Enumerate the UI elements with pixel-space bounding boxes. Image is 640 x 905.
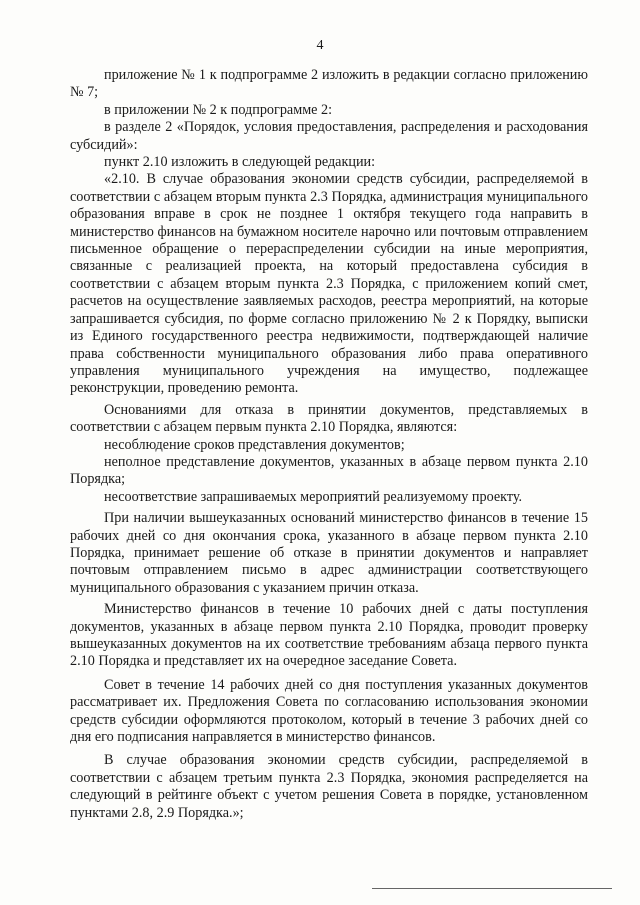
paragraph-ministry-review: Министерство финансов в течение 10 рабочих дней с даты поступления документов, указанных в абзаце первом пункта 2.10 Порядка, проводит проверку вышеуказанных документов на их соответствие требованиям абзаца первого пункта 2.10 Порядка и представляет их на очередное заседание Совета. [70, 601, 588, 670]
paragraph-refusal-decision: При наличии вышеуказанных оснований министерство финансов в течение 15 рабочих дней со дня окончания срока, указанного в абзаце первом пункта 2.10 Порядка, принимает решение об отказе в принятии документов и направляет почтовым отправлением письмо в адрес администрации соответствующего муниципального образования с указанием причин отказа. [70, 510, 588, 596]
paragraph-appendix-1: приложение № 1 к подпрограмме 2 изложить в редакции согласно приложению № 7; [70, 67, 588, 101]
page-number: 4 [316, 38, 324, 53]
paragraph-clause-2-10: «2.10. В случае образования экономии средств субсидии, распределяемой в соответствии с абзацем вторым пункта 2.3 Порядка, администрация муниципального образования вправе в срок не позднее 1 октября текущего года направить в министерство финансов на бумажном носителе нарочно или почтовым отправлением письменное обращение о перераспределении субсидии на иные мероприятия, связанные с реализацией проекта, на который предоставлена субсидия в соответствии с абзацем вторым пункта 2.3 Порядка, с приложением копий смет, расчетов на осуществление заявляемых расходов, реестра мероприятий, на которые запрашивается субсидия, по форме согласно приложению № 2 к Порядку, выписки из Единого государственного реестра недвижимости, подтверждающей наличие права собственности муниципального образования либо права оперативного управления муниципального учреждения на имущество, подлежащее реконструкции, проведению ремонта. [70, 171, 588, 397]
paragraph-clause-intro: пункт 2.10 изложить в следующей редакции: [104, 154, 376, 171]
paragraph-appendix-2: в приложении № 2 к подпрограмме 2: [104, 101, 333, 118]
paragraph-refusal-grounds: Основаниями для отказа в принятии документов, представляемых в соответствии с абзацем первым пункта 2.10 Порядка, являются: [70, 401, 588, 436]
paragraph-ground-2: неполное представление документов, указанных в абзаце первом пункта 2.10 Порядка; [70, 453, 588, 488]
footer-divider [372, 888, 612, 889]
paragraph-ground-1: несоблюдение сроков представления документов; [104, 436, 405, 453]
paragraph-council-review: Совет в течение 14 рабочих дней со дня поступления указанных документов рассматривает их. Предложения Совета по согласованию использования экономии средств субсидии оформляются протоколом, который в течение 3 рабочих дней со дня его подписания направляется в министерство финансов. [70, 676, 588, 746]
paragraph-ground-3: несоответствие запрашиваемых мероприятий реализуемому проекту. [104, 488, 523, 505]
document-body [70, 67, 588, 822]
paragraph-savings-distribution: В случае образования экономии средств субсидии, распределяемой в соответствии с абзацем третьим пункта 2.3 Порядка, экономия распределяется на следующий в рейтинге объект с учетом решения Совета в порядке, установленном пунктами 2.8, 2.9 Порядка.»; [70, 752, 588, 821]
paragraph-section-2: в разделе 2 «Порядок, условия предоставления, распределения и расходования субсидий»: [70, 119, 588, 153]
